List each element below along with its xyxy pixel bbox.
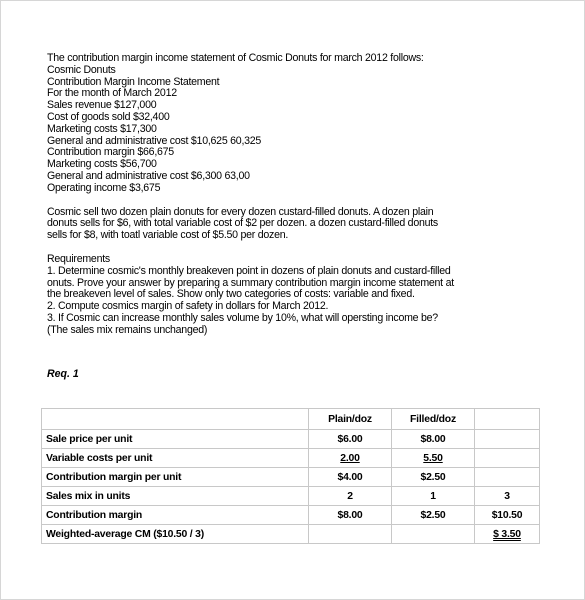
cell-plain: 2.00 bbox=[340, 452, 360, 464]
statement-line: Sales revenue $127,000 bbox=[47, 99, 157, 112]
statement-line: Marketing costs $56,700 bbox=[47, 158, 157, 171]
cell-filled-wrap bbox=[392, 449, 475, 468]
cell-plain: 2 bbox=[309, 487, 392, 506]
requirements-heading: Requirements bbox=[47, 252, 110, 265]
row-label: Contribution margin bbox=[42, 506, 309, 525]
cell-filled bbox=[392, 525, 475, 544]
contribution-margin-table bbox=[41, 408, 540, 544]
requirement-line: 3. If Cosmic can increase monthly sales volume by 10%, what will opersting income be? bbox=[47, 311, 438, 324]
row-label: Sales mix in units bbox=[42, 487, 309, 506]
cell-total-wrap bbox=[475, 525, 540, 544]
row-label: Sale price per unit bbox=[42, 430, 309, 449]
row-label: Contribution margin per unit bbox=[42, 468, 309, 487]
table-row bbox=[42, 506, 540, 525]
requirement-line: (The sales mix remains unchanged) bbox=[47, 323, 208, 336]
table-row bbox=[42, 430, 540, 449]
cell-total bbox=[475, 449, 540, 468]
header-cell bbox=[475, 409, 540, 430]
cell-total bbox=[475, 468, 540, 487]
statement-line: General and administrative cost $6,300 63,00 bbox=[47, 169, 250, 182]
statement-line: Marketing costs $17,300 bbox=[47, 122, 157, 135]
requirement-line: the breakeven level of sales. Show only two categories of costs: variable and fixed. bbox=[47, 288, 415, 301]
statement-line: General and administrative cost $10,625 60,325 bbox=[47, 134, 262, 147]
statement-line: Cost of goods sold $32,400 bbox=[47, 110, 170, 123]
product-line: Cosmic sell two dozen plain donuts for every dozen custard-filled donuts. A dozen plain bbox=[47, 205, 434, 218]
cell-filled: 1 bbox=[392, 487, 475, 506]
table-row bbox=[42, 468, 540, 487]
cell-plain bbox=[309, 525, 392, 544]
cell-total: $ 3.50 bbox=[493, 528, 521, 540]
statement-line: Operating income $3,675 bbox=[47, 181, 161, 194]
document-body bbox=[47, 53, 487, 337]
statement-title: Contribution Margin Income Statement bbox=[47, 75, 220, 88]
cell-filled: $2.50 bbox=[392, 468, 475, 487]
table-row bbox=[42, 525, 540, 544]
table-header-row bbox=[42, 409, 540, 430]
header-cell bbox=[42, 409, 309, 430]
cell-plain: $4.00 bbox=[309, 468, 392, 487]
cell-filled: $2.50 bbox=[392, 506, 475, 525]
requirement-line: onuts. Prove your answer by preparing a summary contribution margin income statement at bbox=[47, 276, 454, 289]
product-line: sells for $8, with toatl variable cost of $5.50 per dozen. bbox=[47, 229, 289, 242]
cell-plain-wrap bbox=[309, 449, 392, 468]
intro-line: The contribution margin income statement of Cosmic Donuts for march 2012 follows: bbox=[47, 52, 424, 64]
header-filled: Filled/doz bbox=[392, 409, 475, 430]
statement-period: For the month of March 2012 bbox=[47, 87, 177, 100]
cell-total: $10.50 bbox=[475, 506, 540, 525]
cell-filled: $8.00 bbox=[392, 430, 475, 449]
cell-filled: 5.50 bbox=[423, 452, 443, 464]
cell-plain: $6.00 bbox=[309, 430, 392, 449]
cell-total bbox=[475, 430, 540, 449]
cell-total: 3 bbox=[475, 487, 540, 506]
statement-line: Contribution margin $66,675 bbox=[47, 146, 174, 159]
requirement-line: 2. Compute cosmics margin of safety in dollars for March 2012. bbox=[47, 300, 329, 313]
req-1-title: Req. 1 bbox=[47, 368, 79, 380]
row-label: Weighted-average CM ($10.50 / 3) bbox=[42, 525, 309, 544]
table-row bbox=[42, 487, 540, 506]
row-label: Variable costs per unit bbox=[42, 449, 309, 468]
requirement-line: 1. Determine cosmic's monthly breakeven point in dozens of plain donuts and custard-filled bbox=[47, 264, 451, 277]
company-name: Cosmic Donuts bbox=[47, 63, 116, 76]
product-line: donuts sells for $6, with total variable cost of $2 per dozen. a dozen custard-filled donuts bbox=[47, 217, 438, 230]
header-plain: Plain/doz bbox=[309, 409, 392, 430]
cell-plain: $8.00 bbox=[309, 506, 392, 525]
table-row bbox=[42, 449, 540, 468]
